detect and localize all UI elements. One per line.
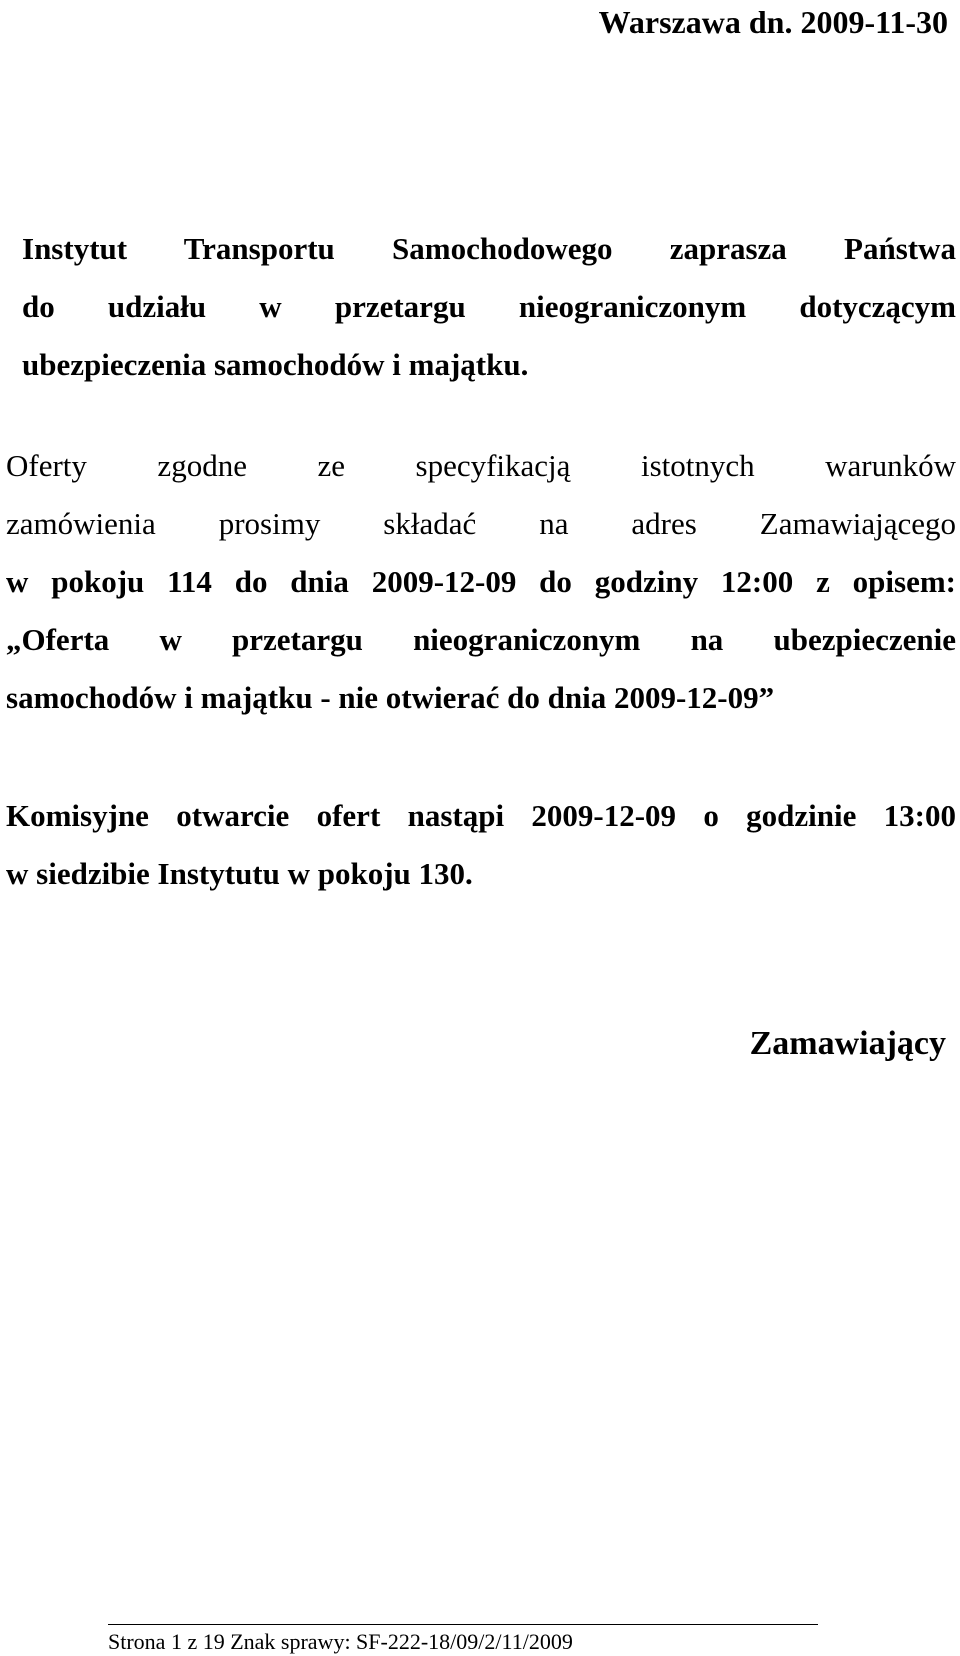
document-date: Warszawa dn. 2009-11-30 bbox=[598, 4, 948, 40]
intro-line-2: do udziału w przetargu nieograniczonym dotyczącym bbox=[22, 289, 956, 324]
offers-line-2: zamówienia prosimy składać na adres Zamawiającego bbox=[6, 506, 956, 541]
opening-line-2: w siedzibie Instytutu w pokoju 130. bbox=[6, 856, 473, 891]
intro-line-3: ubezpieczenia samochodów i majątku. bbox=[22, 347, 529, 382]
offers-line-3: w pokoju 114 do dnia 2009-12-09 do godziny 12:00 z opisem: bbox=[6, 564, 956, 599]
signature-label: Zamawiający bbox=[749, 1025, 946, 1062]
footer-text: Strona 1 z 19 Znak sprawy: SF-222-18/09/2/11/2009 bbox=[108, 1629, 573, 1654]
offers-line-5: samochodów i majątku - nie otwierać do dnia 2009-12-09” bbox=[6, 680, 775, 715]
intro-line-1: Instytut Transportu Samochodowego zaprasza Państwa bbox=[22, 231, 956, 266]
opening-line-1: Komisyjne otwarcie ofert nastąpi 2009-12-09 o godzinie 13:00 bbox=[6, 798, 956, 833]
page-footer bbox=[108, 1624, 818, 1656]
offers-line-1: Oferty zgodne ze specyfikacją istotnych warunków bbox=[6, 448, 956, 483]
offers-line-4: „Oferta w przetargu nieograniczonym na ubezpieczenie bbox=[6, 622, 956, 657]
